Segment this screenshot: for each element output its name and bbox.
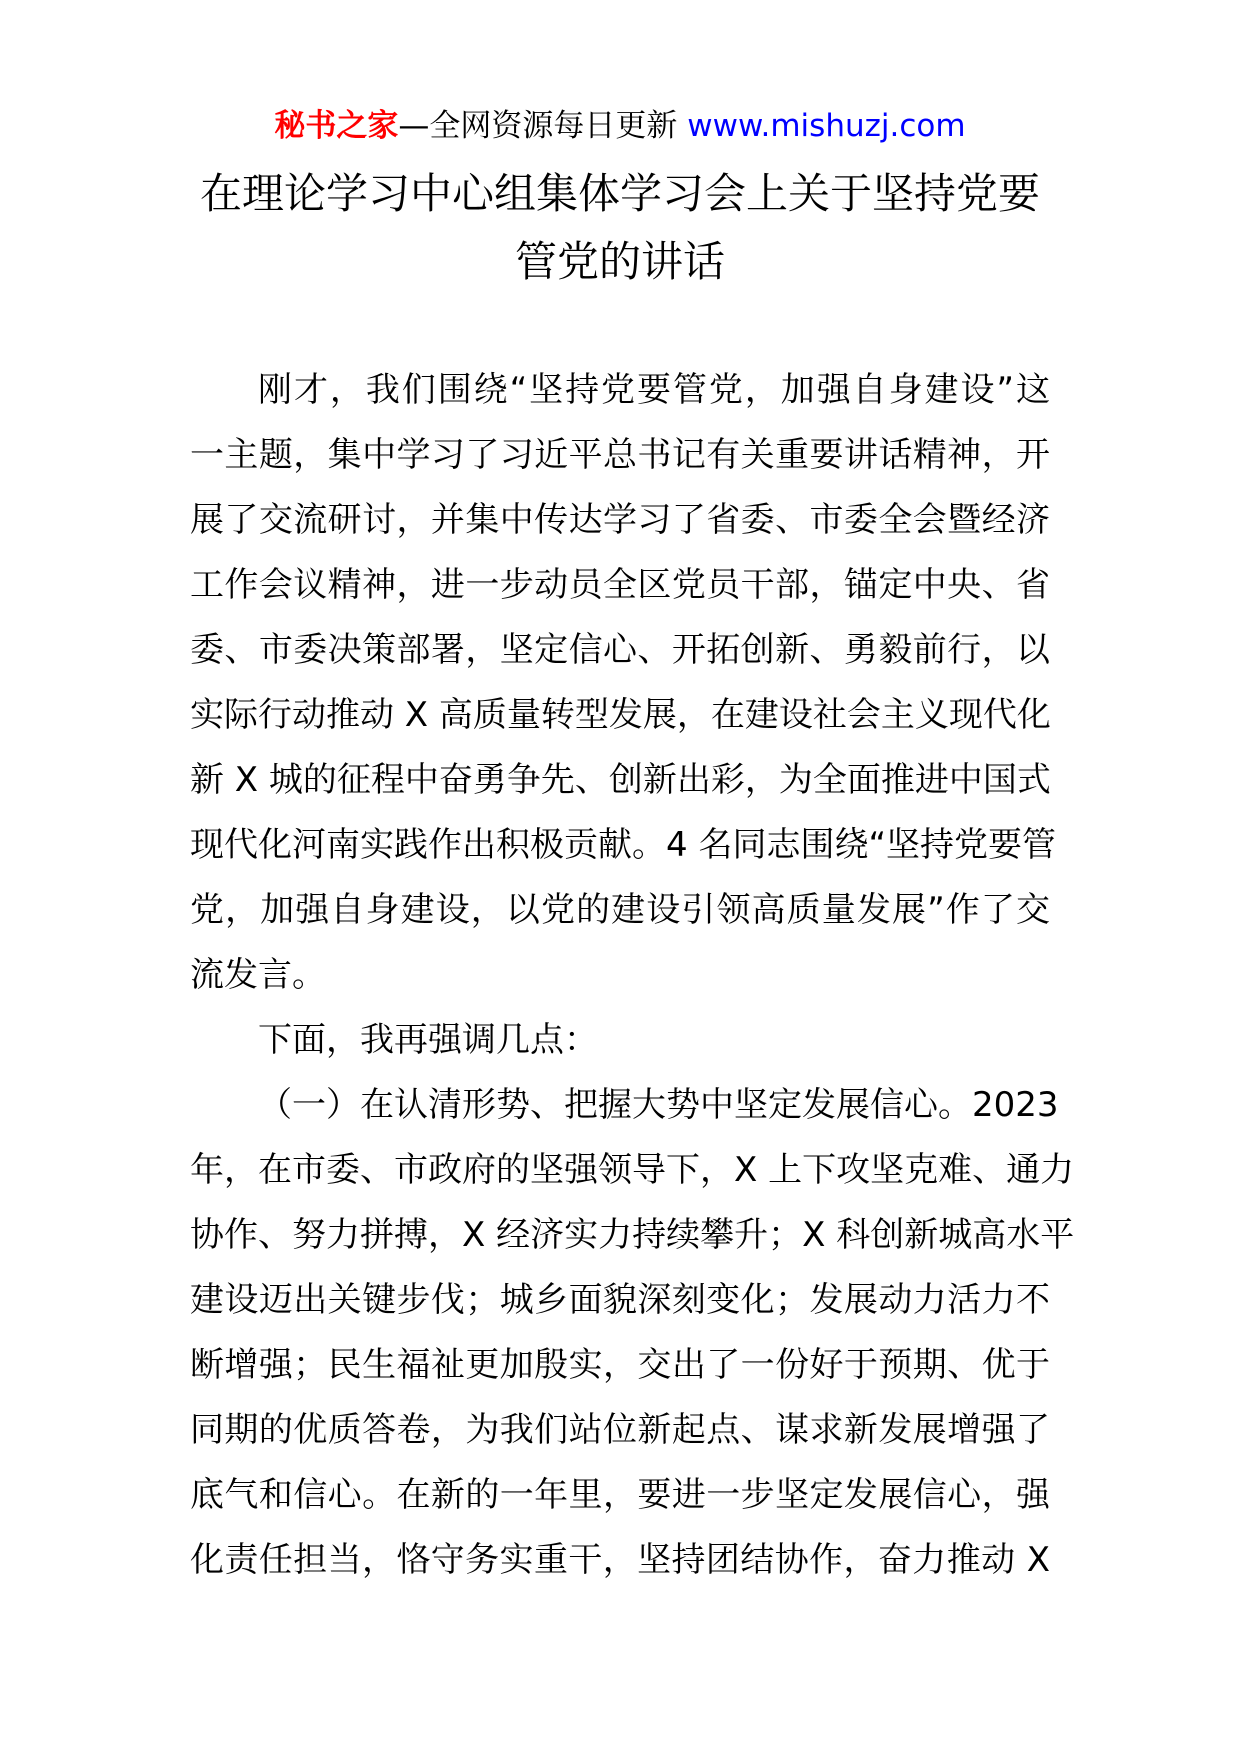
document-title — [190, 160, 1050, 296]
paragraph-line: 实际行动推动 X 高质量转型发展，在建设社会主义现代化 — [190, 695, 1051, 735]
paragraph-line: 断增强；民生福祉更加殷实，交出了一份好于预期、优于 — [190, 1345, 1050, 1385]
paragraph-line: 建设迈出关键步伐；城乡面貌深刻变化；发展动力活力不 — [190, 1280, 1050, 1320]
site-header — [0, 104, 1240, 148]
paragraph-line: 刚才，我们围绕“坚持党要管党，加强自身建设”这 — [258, 370, 1050, 410]
paragraph-line: 党，加强自身建设，以党的建设引领高质量发展”作了交 — [190, 890, 1050, 930]
header-tagline: —全网资源每日更新 — [398, 108, 678, 144]
paragraph-line: 底气和信心。在新的一年里，要进一步坚定发展信心，强 — [190, 1475, 1050, 1515]
paragraph-line: 化责任担当，恪守务实重干，坚持团结协作，奋力推动 X — [190, 1540, 1050, 1580]
paragraph-line: 一主题，集中学习了习近平总书记有关重要讲话精神，开 — [190, 435, 1050, 475]
section-heading-line: （一）在认清形势、把握大势中坚定发展信心。2023 — [258, 1085, 1059, 1125]
paragraph-line: 展了交流研讨，并集中传达学习了省委、市委全会暨经济 — [190, 500, 1050, 540]
paragraph-line: 年，在市委、市政府的坚强领导下，X 上下攻坚克难、通力 — [190, 1150, 1075, 1190]
brand-name: 秘书之家 — [274, 108, 399, 144]
title-line-2: 管党的讲话 — [514, 237, 725, 286]
document-body — [190, 358, 1075, 1593]
paragraph-line: 现代化河南实践作出积极贡献。4 名同志围绕“坚持党要管 — [190, 825, 1057, 865]
paragraph-line: 工作会议精神，进一步动员全区党员干部，锚定中央、省 — [190, 565, 1050, 605]
site-url-link[interactable]: www.mishuzj.com — [687, 108, 966, 144]
paragraph-line: 下面，我再强调几点： — [258, 1020, 598, 1060]
title-line-1: 在理论学习中心组集体学习会上关于坚持党要 — [199, 169, 1040, 218]
paragraph-line: 同期的优质答卷，为我们站位新起点、谋求新发展增强了 — [190, 1410, 1050, 1450]
paragraph-line: 新 X 城的征程中奋勇争先、创新出彩，为全面推进中国式 — [190, 760, 1051, 800]
paragraph-line: 协作、努力拼搏，X 经济实力持续攀升；X 科创新城高水平 — [190, 1215, 1075, 1255]
paragraph-line: 流发言。 — [190, 955, 326, 995]
paragraph-line: 委、市委决策部署，坚定信心、开拓创新、勇毅前行，以 — [190, 630, 1050, 670]
